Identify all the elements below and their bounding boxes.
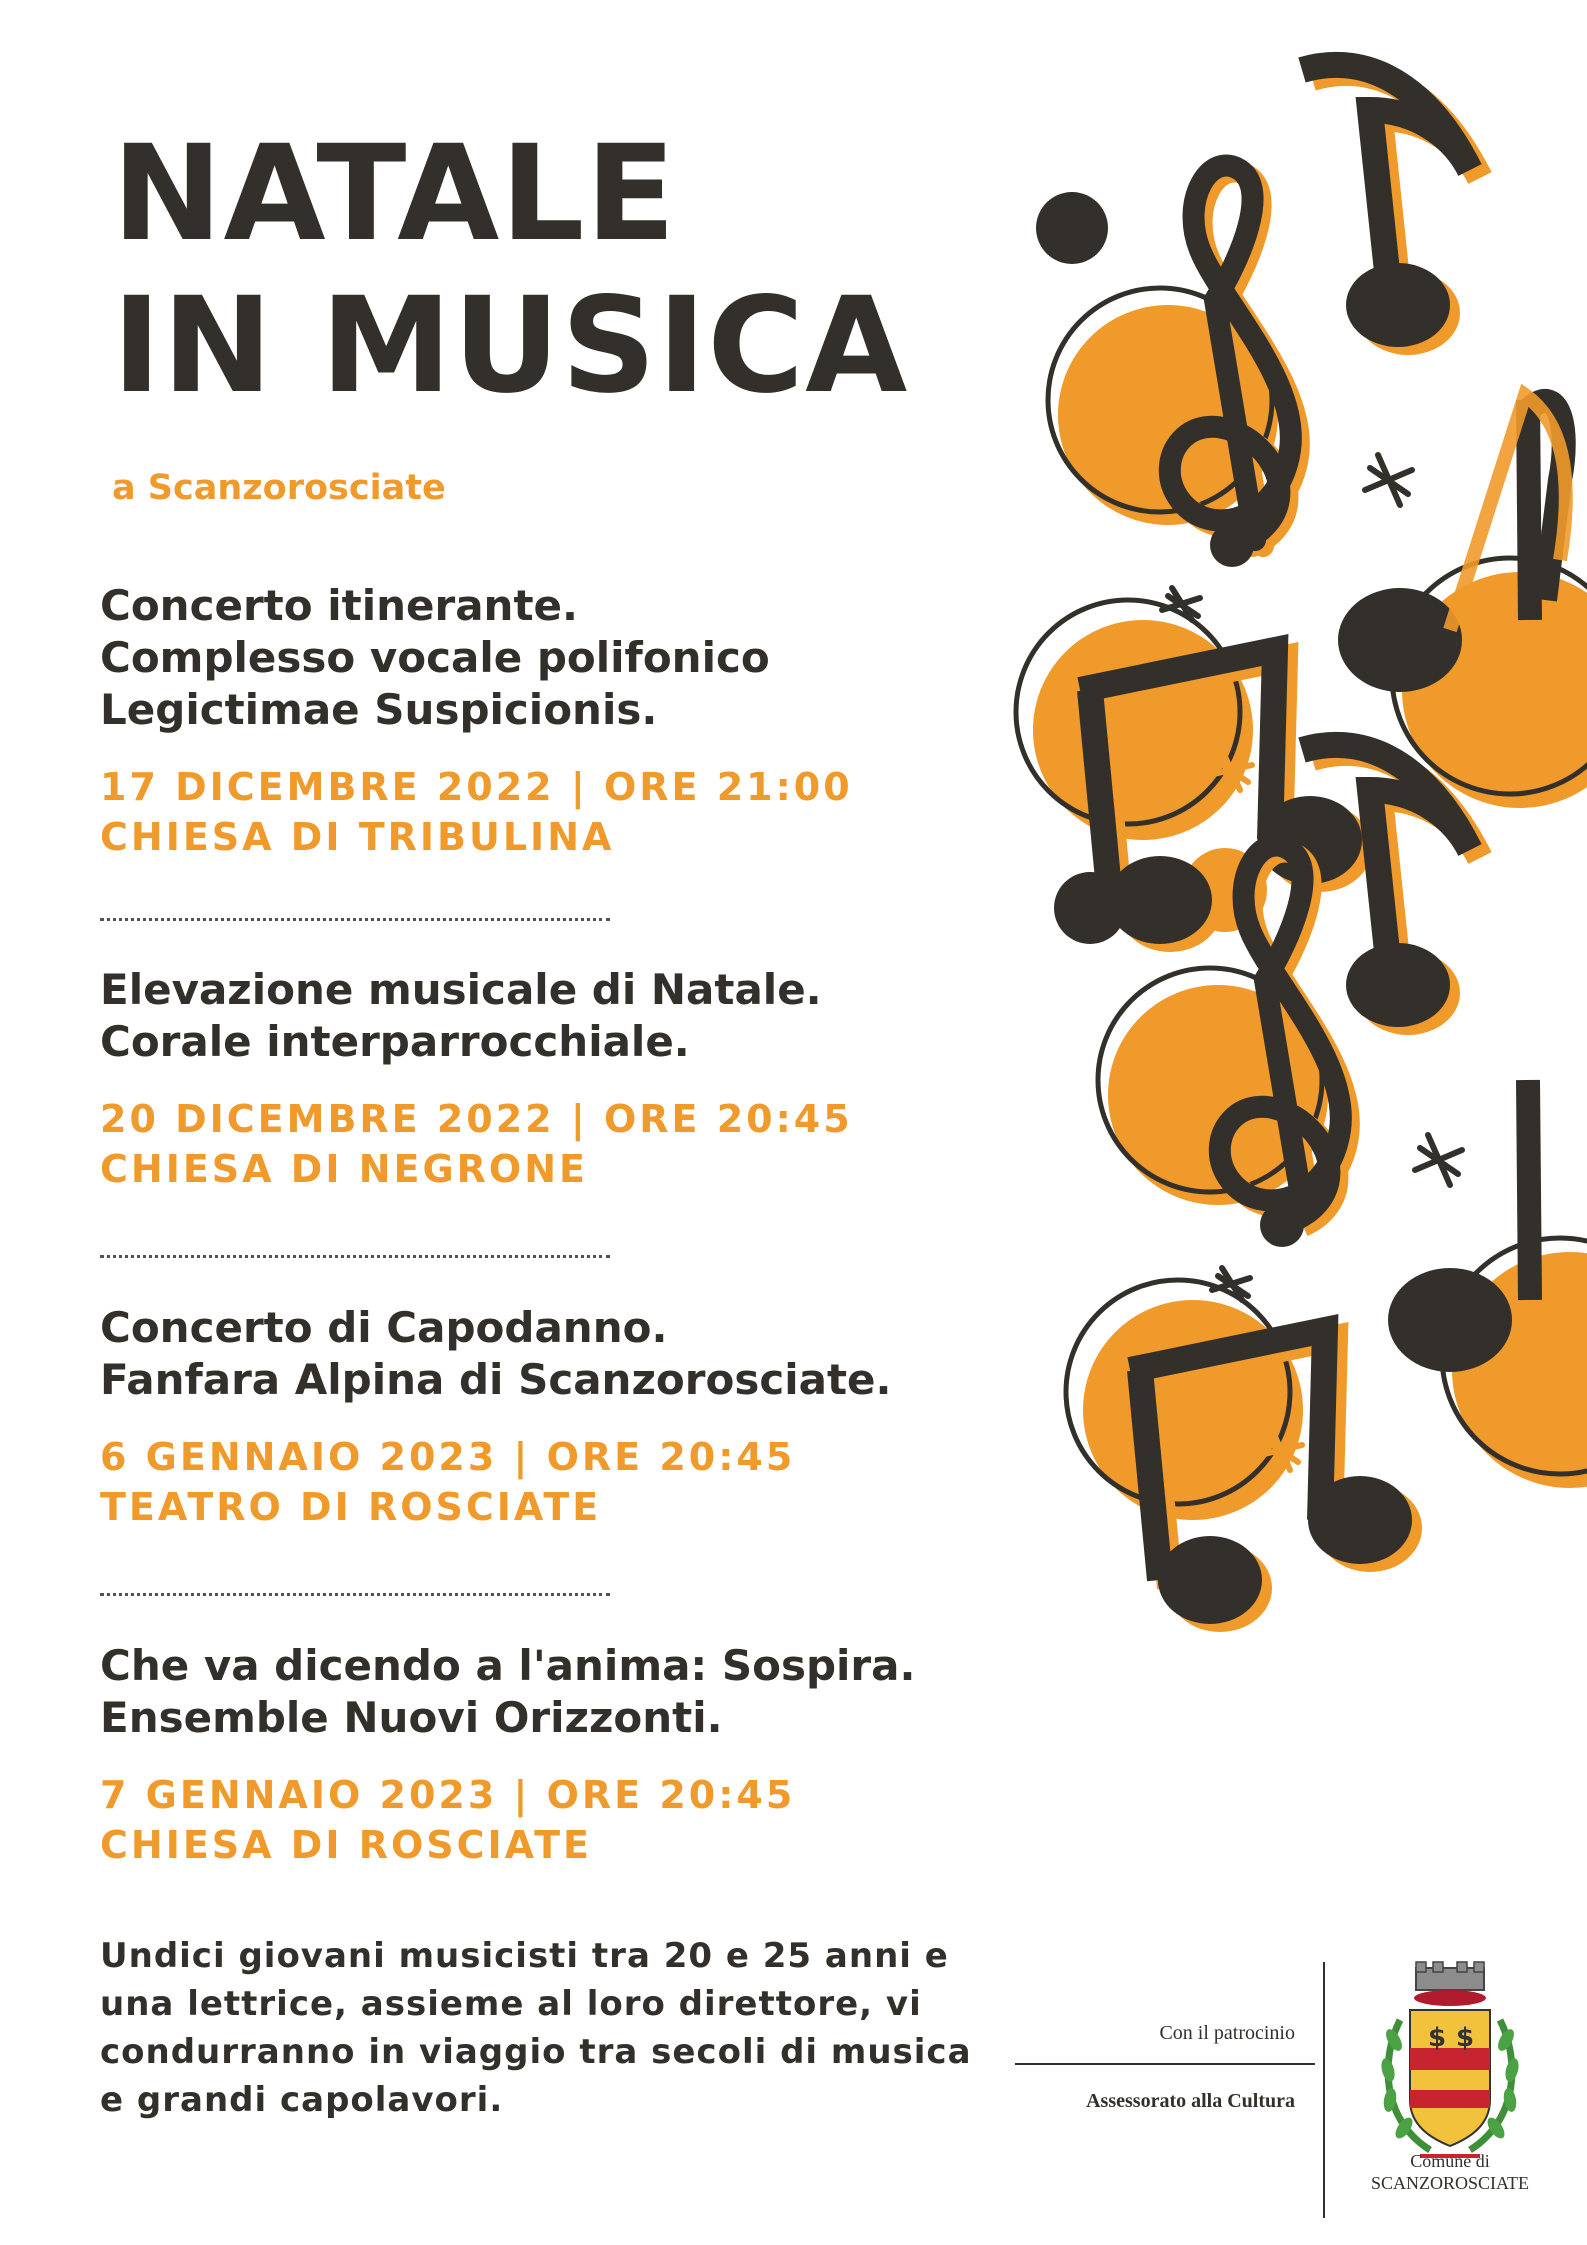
footnote-line: condurranno in viaggio tra secoli di musica <box>100 2032 972 2072</box>
event-4 <box>100 1640 980 1870</box>
event-date: 17 DICEMBRE 2022 | ORE 21:00 <box>100 765 853 809</box>
event-desc-line: Legictimae Suspicionis. <box>100 685 658 734</box>
event-date: 6 GENNAIO 2023 | ORE 20:45 <box>100 1435 796 1479</box>
svg-text:$: $ <box>1428 2023 1447 2053</box>
separator <box>100 1593 610 1596</box>
event-desc-line: Complesso vocale polifonico <box>100 633 770 682</box>
patronage-divider <box>1015 2063 1315 2065</box>
event-place: CHIESA DI TRIBULINA <box>100 815 615 859</box>
description-paragraph <box>100 1932 980 2124</box>
patronage-label: Con il patrocinio <box>1159 2022 1295 2044</box>
comune-line-1: Comune di <box>1410 2151 1490 2171</box>
vertical-divider <box>1323 1962 1325 2218</box>
poster-title <box>112 118 908 422</box>
event-description <box>100 1302 980 1406</box>
event-desc-line: Che va dicendo a l'anima: Sospira. <box>100 1641 916 1690</box>
event-description <box>100 1640 980 1744</box>
event-place: TEATRO DI ROSCIATE <box>100 1485 602 1529</box>
event-when <box>100 1094 980 1194</box>
separator <box>100 1255 610 1258</box>
event-when <box>100 762 980 862</box>
event-description <box>100 580 980 736</box>
event-place: CHIESA DI NEGRONE <box>100 1147 588 1191</box>
title-line-1: NATALE <box>112 117 677 271</box>
event-desc-line: Concerto itinerante. <box>100 581 578 630</box>
music-notes-illustration <box>1000 30 1587 1880</box>
eighth-note-icon <box>1302 65 1480 355</box>
footnote-line: e grandi capolavori. <box>100 2080 504 2120</box>
event-date: 7 GENNAIO 2023 | ORE 20:45 <box>100 1773 796 1817</box>
patronage-block <box>1015 1962 1315 2162</box>
patronage-office: Assessorato alla Cultura <box>1086 2090 1295 2112</box>
comune-label <box>1345 2150 1555 2194</box>
footnote-line: Undici giovani musicisti tra 20 e 25 anni e <box>100 1936 949 1976</box>
event-when <box>100 1770 980 1870</box>
svg-text:$: $ <box>1456 2023 1475 2053</box>
event-2 <box>100 964 980 1194</box>
comune-line-2: SCANZOROSCIATE <box>1370 2173 1530 2193</box>
event-desc-line: Corale interparrocchiale. <box>100 1017 690 1066</box>
event-date: 20 DICEMBRE 2022 | ORE 20:45 <box>100 1097 853 1141</box>
event-description <box>100 964 980 1068</box>
event-1 <box>100 580 980 862</box>
event-desc-line: Fanfara Alpina di Scanzorosciate. <box>100 1355 892 1404</box>
subtitle: a Scanzorosciate <box>112 468 446 508</box>
separator <box>100 918 610 921</box>
event-desc-line: Concerto di Capodanno. <box>100 1303 668 1352</box>
event-when <box>100 1432 980 1532</box>
title-line-2: IN MUSICA <box>112 269 909 423</box>
event-desc-line: Elevazione musicale di Natale. <box>100 965 822 1014</box>
event-desc-line: Ensemble Nuovi Orizzonti. <box>100 1693 723 1742</box>
footnote-line: una lettrice, assieme al loro direttore, vi <box>100 1984 922 2024</box>
event-3 <box>100 1302 980 1532</box>
event-place: CHIESA DI ROSCIATE <box>100 1823 593 1867</box>
